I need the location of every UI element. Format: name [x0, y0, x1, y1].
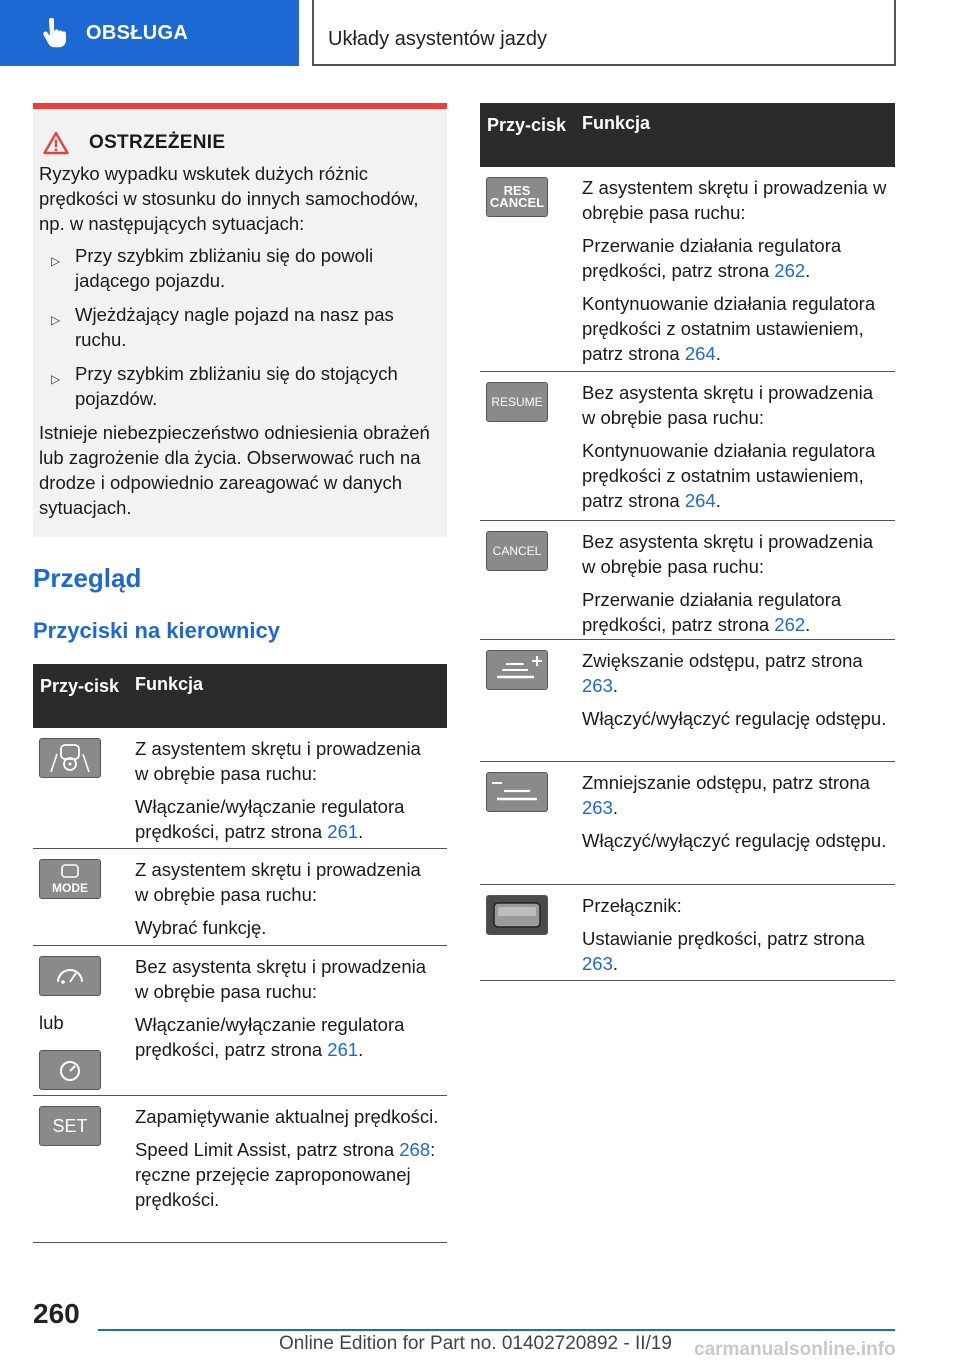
distance-increase-icon	[486, 650, 548, 690]
section-tab[interactable]	[0, 0, 299, 66]
table-header	[480, 103, 895, 167]
list-item: ▷ Przy szybkim zbliżaniu się do stojących pojazdów.	[51, 363, 398, 409]
row-description: Z asystentem skrętu i prowadzenia w obrębie pasa ruchu:	[582, 177, 887, 223]
footer-edition: Online Edition for Part no. 01402720892 - II/19	[279, 1333, 672, 1354]
bullet-triangle-icon: ▷	[51, 313, 61, 327]
bullet-triangle-icon: ▷	[51, 254, 61, 268]
table-row	[33, 849, 447, 946]
set-button-icon: SET	[39, 1106, 101, 1146]
row-description: Wybrać funkcję.	[135, 917, 267, 938]
resume-button-icon: RESUME	[486, 382, 548, 422]
warning-outro: Istnieje niebezpieczeństwo odniesienia obrażeń lub zagrożenie dla życia. Obserwować ruch na drodze i odpowiednio zareagować w danych sytuacjach.	[39, 422, 430, 518]
warning-box	[33, 103, 447, 537]
row-description: Włączyć/wyłączyć regulację odstępu.	[582, 708, 887, 729]
bullet-triangle-icon: ▷	[51, 372, 61, 386]
page-header-title: Układy asystentów jazdy	[312, 0, 896, 66]
lane-assist-steering-icon	[39, 738, 101, 778]
page-ref-link[interactable]: 263	[582, 675, 613, 696]
buttons-table-left	[33, 664, 447, 1243]
page-ref-link[interactable]: 263	[582, 953, 613, 974]
table-header	[33, 664, 447, 728]
or-label: lub	[39, 1012, 64, 1033]
header-col-function: Funkcja	[582, 113, 651, 133]
row-description: Przełącznik:	[582, 895, 682, 916]
table-row: Z asystentem skrętu i prowadzenia w obrębie pasa ruchu: Włączanie/wyłączanie regulatora prędkości, patrz strona 261.	[33, 728, 447, 849]
page-ref-link[interactable]: 268	[399, 1139, 431, 1160]
table-row: Zwiększanie odstępu, patrz strona 263. Włączyć/wyłączyć regulację odstępu.	[480, 640, 895, 762]
warning-triangle-icon	[43, 131, 69, 155]
page-ref-link[interactable]: 264	[684, 490, 716, 511]
table-row: SET Zapamiętywanie aktualnej prędkości. Speed Limit Assist, patrz strona 268: ręczne przejęcie zaproponowanej prędkości.	[33, 1096, 447, 1243]
res-cancel-button-icon: RES CANCEL	[486, 177, 548, 217]
page-ref-link[interactable]: 261	[327, 1039, 359, 1060]
header-col-button: Przy-cisk	[40, 676, 120, 696]
buttons-table-right	[480, 103, 895, 981]
warning-intro: Ryzyko wypadku wskutek dużych różnic prędkości w stosunku do innych samochodów, np. w następujących sytuacjach:	[39, 163, 419, 234]
section-title: Przegląd	[33, 563, 142, 593]
page-ref-link[interactable]: 263	[582, 797, 613, 818]
list-item: ▷ Przy szybkim zbliżaniu się do powoli jadącego pojazdu.	[51, 245, 374, 291]
page-ref-link[interactable]: 261	[327, 821, 359, 842]
page-number: 260	[33, 1298, 80, 1329]
page-ref-link[interactable]: 262	[774, 260, 806, 281]
table-row: CANCEL Bez asystenta skrętu i prowadzenia w obrębie pasa ruchu: Przerwanie działania regulatora prędkości, patrz strona 262.	[480, 521, 895, 640]
row-description: Bez asystenta skrętu i prowadzenia w obrębie pasa ruchu:	[135, 956, 427, 1002]
page-ref-link[interactable]: 262	[774, 614, 806, 635]
table-row: lub Bez asystenta skrętu i prowadzenia w obrębie pasa ruchu: Włączanie/wyłączanie regulatora prędkości, patrz strona 261.	[33, 946, 447, 1096]
row-description: Bez asystenta skrętu i prowadzenia w obrębie pasa ruchu:	[582, 531, 874, 577]
table-row: RESUME Bez asystenta skrętu i prowadzenia w obrębie pasa ruchu: Kontynuowanie działania regulatora prędkości z ostatnim ustawieniem, patrz strona 264.	[480, 372, 895, 521]
rocker-switch-icon	[486, 895, 548, 935]
row-description: Z asystentem skrętu i prowadzenia w obrębie pasa ruchu:	[135, 738, 421, 784]
distance-decrease-icon	[486, 772, 548, 812]
section-tab-label: OBSŁUGA	[86, 21, 189, 44]
row-description: Bez asystenta skrętu i prowadzenia w obrębie pasa ruchu:	[582, 382, 874, 428]
list-item: ▷ Wjeżdżający nagle pojazd na nasz pas ruchu.	[51, 304, 394, 350]
row-description: Zapamiętywanie aktualnej prędkości.	[135, 1106, 439, 1127]
warning-list	[39, 243, 439, 411]
table-row: RES CANCEL Z asystentem skrętu i prowadzenia w obrębie pasa ruchu: Przerwanie działania regulatora prędkości, patrz strona 262. Kontynuowanie działania regulatora prędkości z ostatnim ustawieniem, patrz strona 264.	[480, 167, 895, 372]
header-col-button: Przy-cisk	[487, 115, 567, 135]
header-col-function: Funkcja	[135, 674, 204, 694]
table-row: Zmniejszanie odstępu, patrz strona 263. Włączyć/wyłączyć regulację odstępu.	[480, 762, 895, 885]
page-ref-link[interactable]: 264	[684, 343, 716, 364]
cruise-control-icon	[39, 956, 101, 996]
subsection-title: Przyciski na kierownicy	[33, 618, 281, 643]
warning-title: OSTRZEŻENIE	[89, 132, 226, 153]
hand-pointer-icon	[40, 18, 66, 48]
speed-limiter-icon	[39, 1050, 101, 1090]
row-description: Z asystentem skrętu i prowadzenia w obrębie pasa ruchu:	[135, 859, 421, 905]
footer-divider	[98, 1329, 895, 1331]
warning-heading	[39, 131, 439, 155]
row-description: Włączyć/wyłączyć regulację odstępu.	[582, 830, 887, 851]
cancel-button-icon: CANCEL	[486, 531, 548, 571]
svg-text:MODE: MODE	[52, 881, 88, 895]
table-row: Przełącznik: Ustawianie prędkości, patrz strona 263.	[480, 885, 895, 981]
mode-button-icon	[39, 859, 101, 899]
watermark: carmanualsonline.info	[694, 1339, 896, 1360]
